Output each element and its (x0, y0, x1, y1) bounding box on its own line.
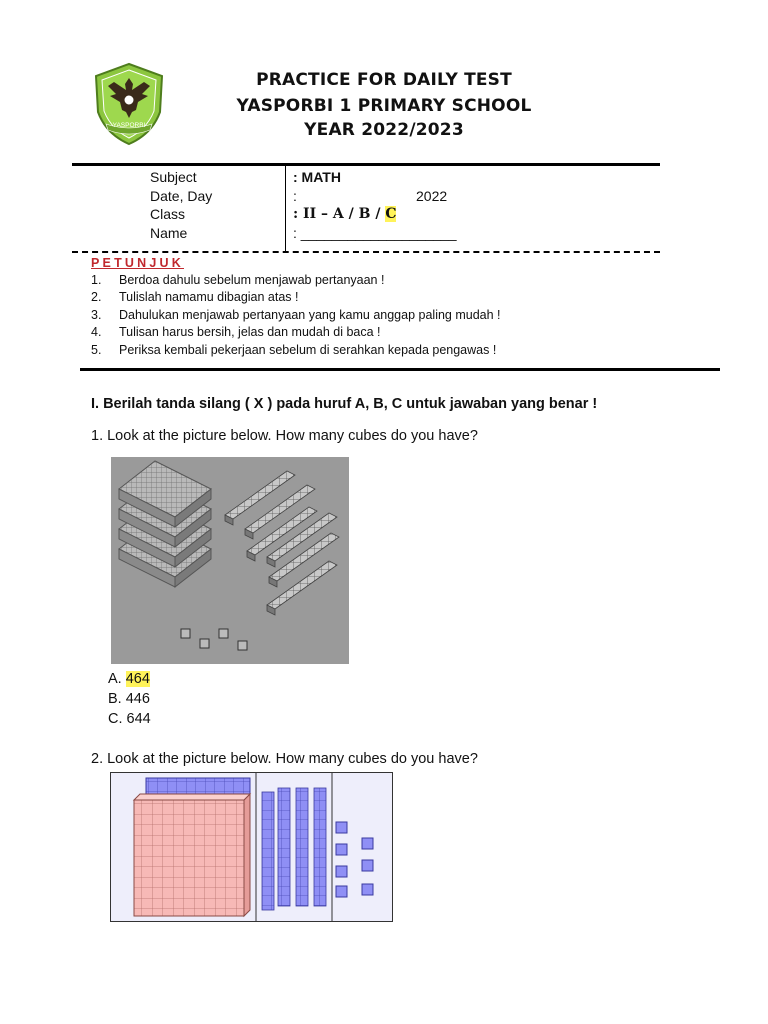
question-2: 2. Look at the picture below. How many cubes do you have? (91, 751, 478, 767)
option-a[interactable]: A. 464 (108, 671, 150, 687)
class-value (293, 206, 396, 222)
question-1: 1. Look at the picture below. How many cubes do you have? (91, 428, 478, 444)
option-b[interactable]: B. 446 (108, 691, 150, 707)
title-year: YEAR 2022/2023 (304, 120, 464, 140)
name-label: Name (150, 225, 188, 241)
rule-item: 2. Tulislah namamu dibagian atas ! (91, 290, 299, 304)
class-options: : II – A / B / (293, 206, 386, 222)
class-label: Class (150, 206, 186, 222)
cubes-picture-1 (111, 457, 349, 664)
name-field: : ____________________ (293, 225, 457, 241)
rule-item: 1. Berdoa dahulu sebelum menjawab pertanyaan ! (91, 273, 385, 287)
logo-text: YASPORBI (112, 122, 146, 129)
option-c[interactable]: C. 644 (108, 711, 151, 727)
dashed-divider (72, 251, 660, 253)
section-heading: I. Berilah tanda silang ( X ) pada huruf A, B, C untuk jawaban yang benar ! (91, 396, 598, 412)
rule-item: 4. Tulisan harus bersih, jelas dan mudah di baca ! (91, 325, 381, 339)
info-vertical-divider (285, 166, 286, 252)
date-colon: : (293, 188, 297, 204)
instructions-divider (80, 368, 720, 371)
class-selected: C (385, 206, 397, 222)
title-practice: PRACTICE FOR DAILY TEST (256, 70, 512, 90)
subject-value: : MATH (293, 169, 341, 185)
title-school: YASPORBI 1 PRIMARY SCHOOL (236, 96, 532, 116)
cubes-picture-2 (110, 772, 393, 922)
petunjuk-title: PETUNJUK (91, 256, 184, 270)
date-year: 2022 (416, 188, 448, 204)
subject-label: Subject (150, 169, 197, 185)
date-label: Date, Day (150, 188, 213, 204)
rule-item: 3. Dahulukan menjawab pertanyaan yang kamu anggap paling mudah ! (91, 308, 501, 322)
rule-item: 5. Periksa kembali pekerjaan sebelum di serahkan kepada pengawas ! (91, 343, 497, 357)
header-divider (72, 163, 660, 166)
